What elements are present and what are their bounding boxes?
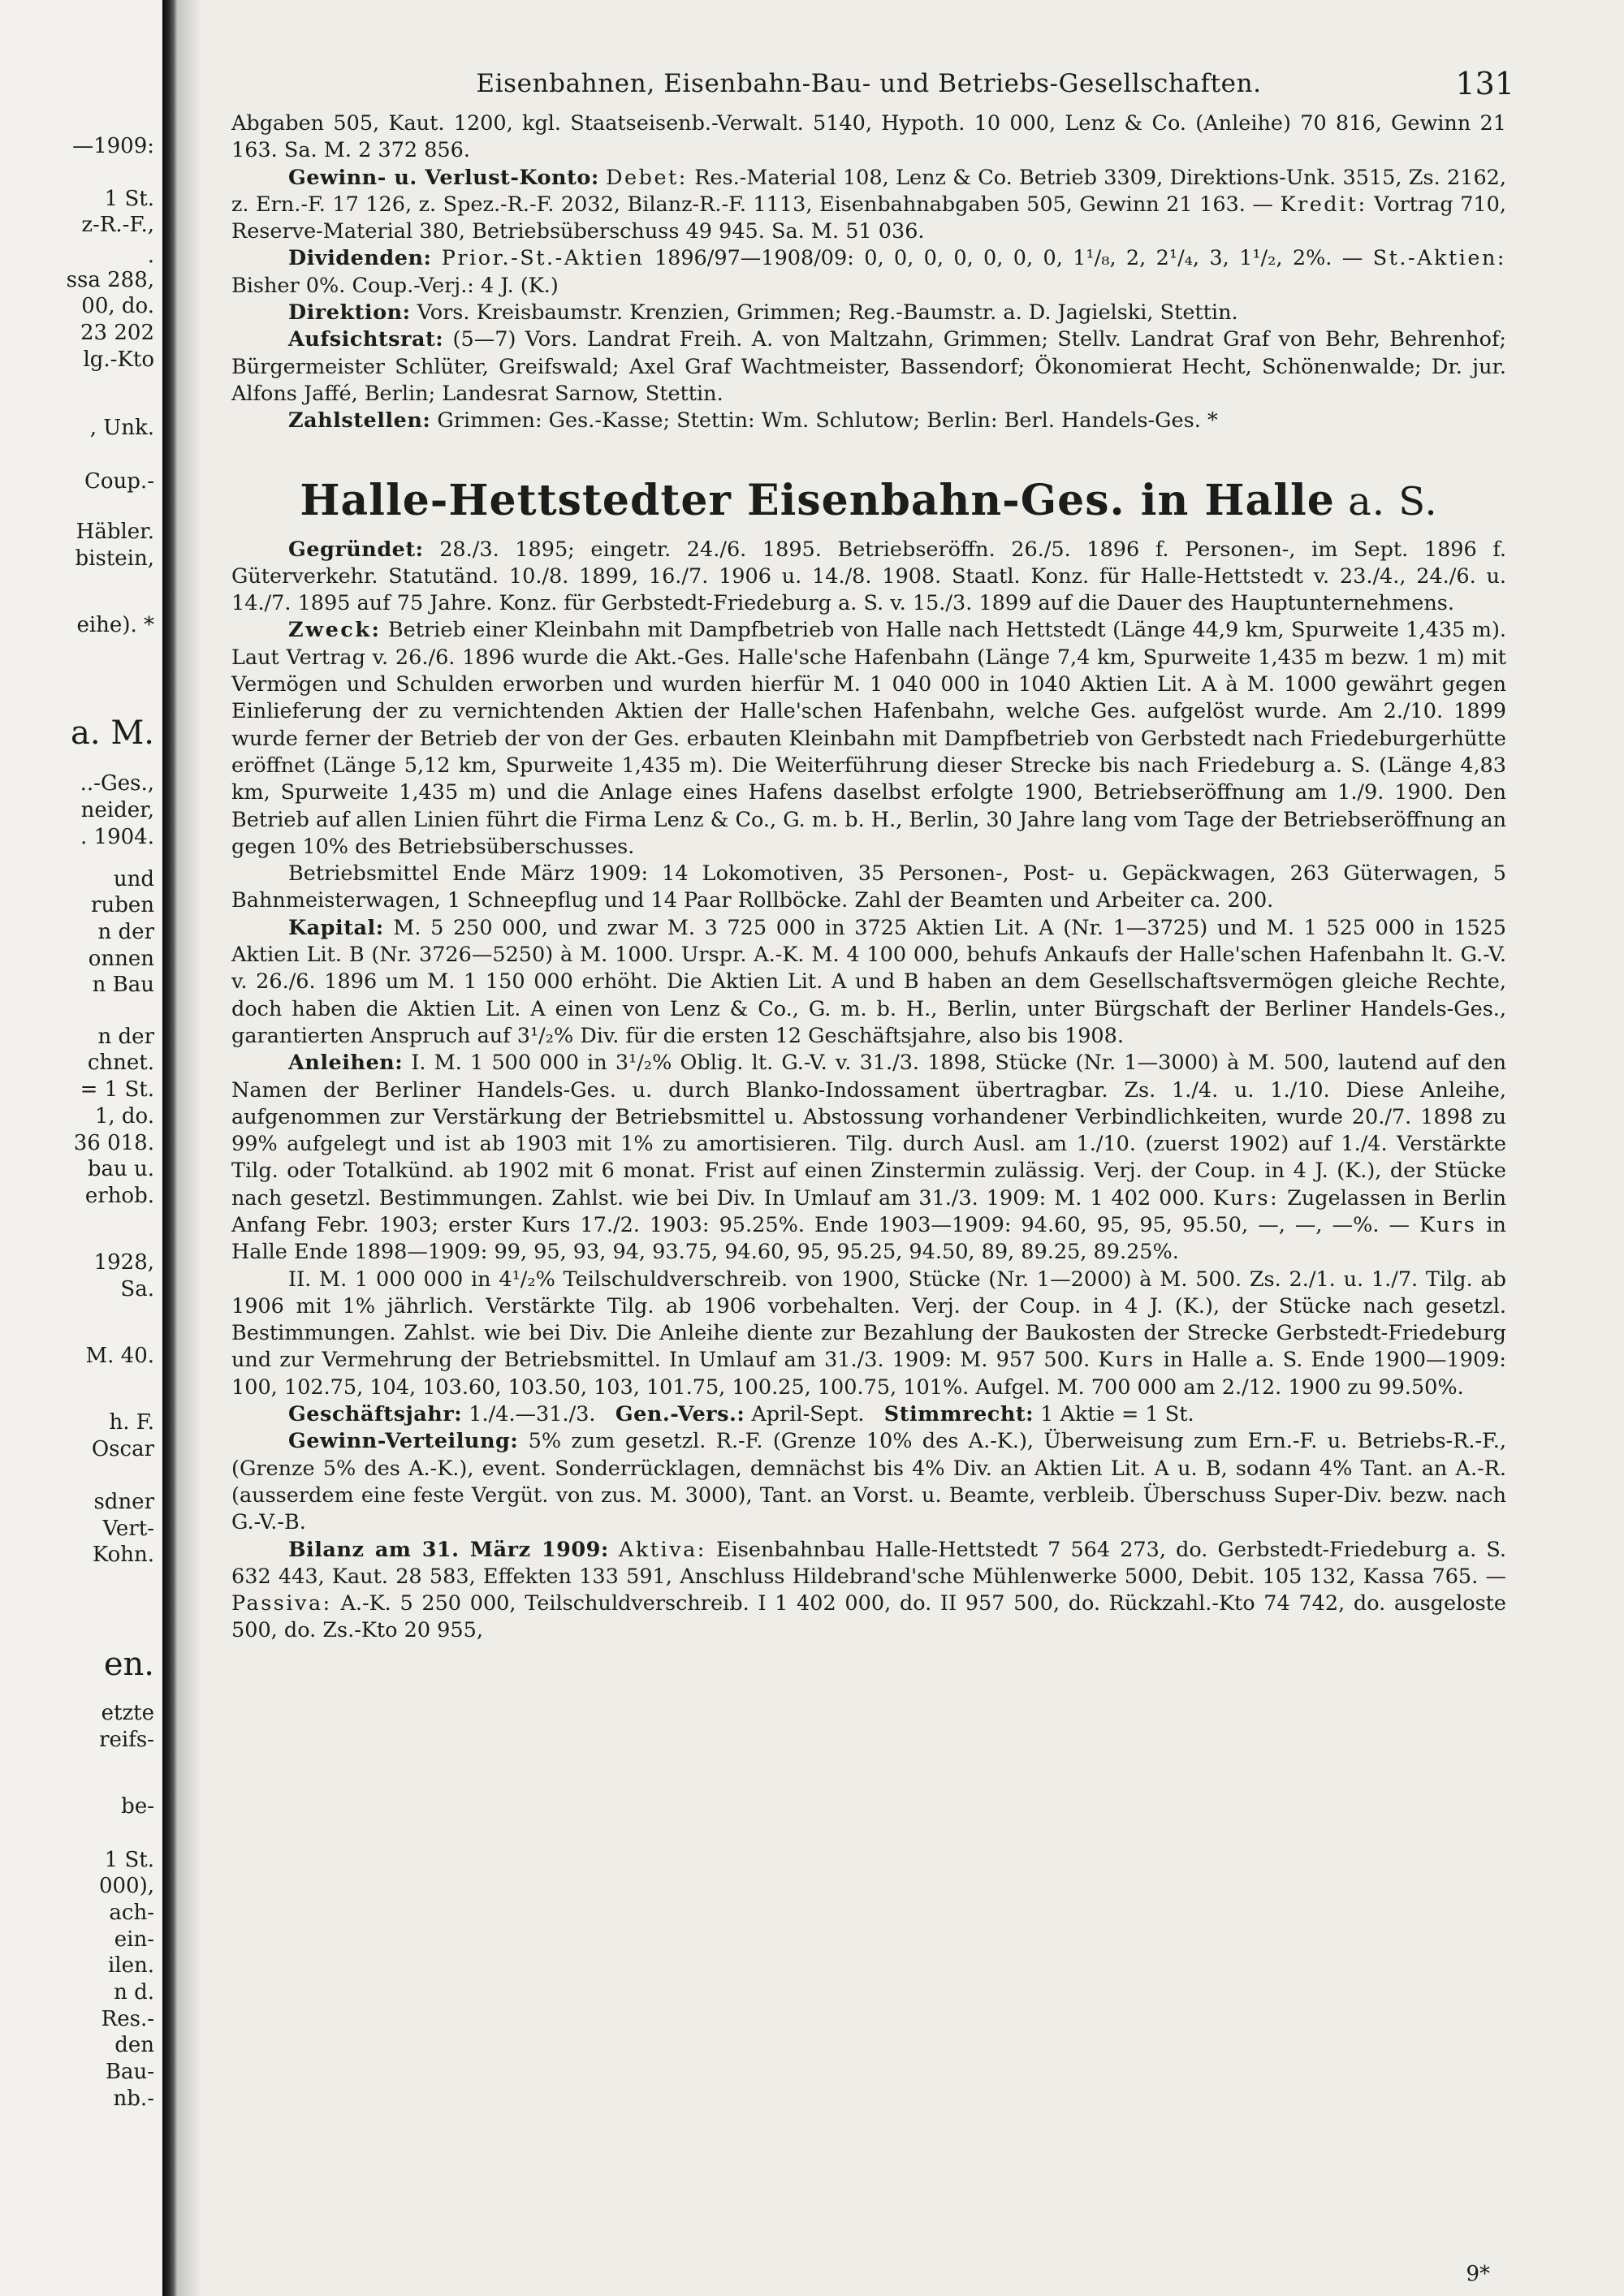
prev-page-line: = 1 St. [80, 1077, 154, 1102]
prev-page-line: 1, do. [94, 1104, 154, 1129]
section-kapital: Kapital: M. 5 250 000, und zwar M. 3 725 000 in 3725 Aktien Lit. A (Nr. 1—3725) und M. 1 525 000 in 1525 Aktien Lit. B (Nr. 3726—5250) à M. 1000. Urspr. A.-K. M. 4 100 000, behufs Ankaufs der Halle'schen Hafenbahn lt. G.-V. v. 26./6. 1896 um M. 1 150 000 erhöht. Die Aktien Lit. A und B haben an dem Gesellschaftsvermögen gleiche Rechte, doch haben die Aktien Lit. A einen von Lenz & Co., G. m. b. H., Berlin, unter Bürgschaft der Berliner Handels-Ges., garantierten Anspruch auf 3¹/₂% Div. für die ersten 12 Geschäftsjahre, also bis 1908. [231, 915, 1507, 1048]
prev-page-line: lg.-Kto [83, 347, 154, 372]
prev-page-line: nb.- [113, 2087, 154, 2111]
prev-page-line: sdner [93, 1490, 154, 1514]
page-number: 131 [1455, 66, 1514, 101]
prev-entry-abgaben: Abgaben 505, Kaut. 1200, kgl. Staatseisenb.-Verwalt. 5140, Hypoth. 10 000, Lenz & Co. (Anleihe) 70 816, Gewinn 21 163. Sa. M. 2 372 856. [231, 111, 1506, 163]
prev-page-line: . 1904. [80, 825, 154, 849]
signature-mark: 9* [1466, 2262, 1490, 2286]
prev-entry-dividenden: Dividenden: Prior.-St.-Aktien 1896/97—1908/09: 0, 0, 0, 0, 0, 0, 0, 1¹/₈, 2, 2¹/₄, 3, 1¹/₂, 2%. — St.-Aktien: Bisher 0%. Coup.-Verj.: 4 J. (K.) [231, 246, 1507, 298]
running-title: Eisenbahnen, Eisenbahn-Bau- und Betriebs-Gesellschaften. [476, 69, 1262, 98]
prev-page-line: n der [97, 1025, 154, 1049]
prev-page-line: etzte [101, 1701, 154, 1725]
prev-page-line: z-R.-F., [81, 213, 154, 237]
prev-page-line: 36 018. [73, 1131, 154, 1155]
prev-page-line: Häbler. [76, 520, 154, 544]
prev-page-line: , Unk. [89, 416, 154, 440]
prev-page-line: h. F. [109, 1410, 154, 1435]
prev-page-line: 000), [98, 1874, 154, 1898]
prev-page-line: ein- [114, 1927, 154, 1952]
section-geschaeftsjahr: Geschäftsjahr: 1./4.—31./3. Gen.-Vers.: April-Sept. Stimmrecht: 1 Aktie = 1 St. [288, 1402, 1194, 1427]
prev-entry-zahlstellen: Zahlstellen: Grimmen: Ges.-Kasse; Stettin: Wm. Schlutow; Berlin: Berl. Handels-Ges. * [288, 408, 1218, 434]
prev-page-line: . [147, 244, 154, 268]
prev-page-line: 1 St. [104, 1848, 154, 1872]
prev-entry-direktion: Direktion: Vors. Kreisbaumstr. Krenzien, Grimmen; Reg.-Baumstr. a. D. Jagielski, Stettin. [288, 300, 1238, 326]
section-gegruendet: Gegründet: 28./3. 1895; eingetr. 24./6. 1895. Betriebseröffn. 26./5. 1896 f. Personen-, im Sept. 1896 f. Güterverkehr. Statutänd. 10./8. 1899, 16./7. 1906 u. 14./8. 1908. Staatl. Konz. für Halle-Hettstedt v. 23./4., 24./6. u. 14./7. 1895 auf 75 Jahre. Konz. für Gerbstedt-Friedeburg a. S. v. 15./3. 1899 auf die Dauer des Hauptunternehmens. [231, 537, 1506, 616]
prev-page-line: ssa 288, [66, 268, 154, 292]
prev-page-line: neider, [80, 798, 154, 822]
prev-page-line: Vert- [102, 1517, 154, 1541]
gutter-shadow [177, 0, 201, 2296]
prev-page-line: —1909: [72, 134, 154, 158]
prev-page-line: chnet. [87, 1051, 154, 1075]
document-page [231, 0, 1514, 2296]
prev-page-line: ilen. [107, 1953, 154, 1978]
prev-page-line: be- [121, 1794, 154, 1819]
company-title: Halle-Hettstedter Eisenbahn-Ges. in Halle a. S. [300, 475, 1438, 525]
prev-page-line: bau u. [87, 1157, 154, 1181]
prev-page-line: ..-Ges., [80, 771, 154, 796]
prev-entry-aufsichtsrat: Aufsichtsrat: (5—7) Vors. Landrat Freih. A. von Maltzahn, Grimmen; Stellv. Landrat Graf von Behr, Behrenhof; Bürgermeister Schlüter, Greifswald; Axel Graf Wachtmeister, Bassendorf; Ökonomierat Hecht, Schönenwalde; Dr. jur. Alfons Jaffé, Berlin; Landesrat Sarnow, Stettin. [231, 327, 1506, 406]
section-anleihen-ii: II. M. 1 000 000 in 4¹/₂% Teilschuldverschreib. von 1900, Stücke (Nr. 1—2000) à M. 500. Zs. 2./1. u. 1./7. Tilg. ab 1906 mit 1% jährlich. Verstärkte Tilg. ab 1906 vorbehalten. Verj. der Coup. in 4 J. (K.), der Stücke nach gesetzl. Bestimmungen. Zahlst. wie bei Div. Die Anleihe diente zur Bezahlung der Baukosten der Strecke Gerbstedt-Friedeburg und zur Vermehrung der Betriebsmittel. In Umlauf am 31./3. 1909: M. 957 500. Kurs in Halle a. S. Ende 1900—1909: 100, 102.75, 104, 103.60, 103.50, 103, 101.75, 100.25, 100.75, 101%. Aufgel. M. 700 000 am 2./12. 1900 zu 99.50%. [231, 1267, 1506, 1400]
prev-page-line: onnen [88, 947, 154, 971]
prev-entry-gewinn-verlust: Gewinn- u. Verlust-Konto: Debet: Res.-Material 108, Lenz & Co. Betrieb 3309, Direktions-Unk. 3515, Zs. 2162, z. Ern.-F. 17 126, z. Spez.-R.-F. 2032, Bilanz-R.-F. 1113, Eisenbahnabgaben 505, Gewinn 21 163. — Kredit: Vortrag 710, Reserve-Material 380, Betriebsüberschuss 49 945. Sa. M. 51 036. [231, 165, 1507, 244]
prev-page-line: 1928, [93, 1250, 154, 1275]
prev-page-line: 23 202 [80, 321, 154, 345]
prev-page-line: eihe). * [76, 613, 154, 637]
prev-page-line: den [114, 2033, 154, 2057]
prev-page-line: ach- [109, 1901, 154, 1925]
prev-page-line: Kohn. [92, 1543, 154, 1567]
prev-page-line: 1 St. [104, 187, 154, 211]
prev-page-line: reifs- [99, 1728, 154, 1752]
prev-page-line: n Bau [92, 973, 154, 997]
prev-page-line: Oscar [91, 1437, 154, 1461]
prev-page-line: 00, do. [81, 294, 154, 318]
section-anleihen: Anleihen: I. M. 1 500 000 in 3¹/₂% Oblig. lt. G.-V. v. 31./3. 1898, Stücke (Nr. 1—3000) à M. 500, lautend auf den Namen der Berliner Handels-Ges. u. durch Blanko-Indossament übertragbar. Zs. 1./4. u. 1./10. Diese Anleihe, aufgenommen zur Verstärkung der Betriebsmittel u. Abstossung vorhandener Verbindlichkeiten, wurde 20./7. 1898 zu 99% aufgelegt und ist ab 1903 mit 1% zu amortisieren. Tilg. durch Ausl. am 1./10. (zuerst 1902) auf 1./4. Verstärkte Tilg. oder Totalkünd. ab 1902 mit 6 monat. Frist auf einen Zinstermin zulässig. Verj. der Coup. in 4 J. (K.), der Stücke nach gesetzl. Bestimmungen. Zahlst. wie bei Div. In Umlauf am 31./3. 1909: M. 1 402 000. Kurs: Zugelassen in Berlin Anfang Febr. 1903; erster Kurs 17./2. 1903: 95.25%. Ende 1903—1909: 94.60, 95, 95, 95.50, —, —, —%. — Kurs in Halle Ende 1898—1909: 99, 95, 93, 94, 93.75, 94.60, 95, 95.25, 94.50, 89, 89.25, 89.25%. [231, 1051, 1506, 1265]
prev-page-line: n der [97, 920, 154, 944]
prev-page-line: Sa. [120, 1277, 154, 1301]
prev-page-line: n d. [114, 1980, 154, 2005]
book-gutter [162, 0, 177, 2296]
previous-page-edge [0, 0, 162, 2296]
prev-page-line: und [113, 867, 154, 891]
section-zweck: Zweck: Betrieb einer Kleinbahn mit Dampfbetrieb von Halle nach Hettstedt (Länge 44,9 km, Spurweite 1,435 m). Laut Vertrag v. 26./6. 1896 wurde die Akt.-Ges. Halle'sche Hafenbahn (Länge 7,4 km, Spurweite 1,435 m bezw. 1 m) mit Vermögen und Schulden erworben und wurden hierfür M. 1 040 000 in 1040 Aktien Lit. A à M. 1000 gewährt gegen Einlieferung der zu vernichtenden Aktien der Halle'schen Hafenbahn, welche Ges. aufgelöst wurde. Am 2./10. 1899 wurde ferner der Betrieb der von der Ges. erbauten Kleinbahn mit Dampfbetrieb von Gerbstedt nach Friedeburgerhütte eröffnet (Länge 5,12 km, Spurweite 1,435 m). Die Weiterführung dieser Strecke bis nach Friedeburg a. S. (Länge 4,83 km, Spurweite 1,435 m) und die Anlage eines Hafens daselbst erfolgte 1900, Betriebseröffnung am 1./9. 1900. Den Betrieb auf allen Linien führt die Firma Lenz & Co., G. m. b. H., Berlin, 30 Jahre lang vom Tage der Betriebseröffnung an gegen 10% des Betriebsüberschusses. [231, 618, 1506, 859]
prev-page-line: a. M. [71, 714, 154, 752]
prev-page-line: M. 40. [85, 1344, 154, 1368]
prev-page-line: en. [103, 1646, 154, 1683]
body-text [231, 110, 1506, 1645]
prev-page-line: Res.- [101, 2007, 154, 2031]
prev-page-line: Bau- [105, 2060, 154, 2084]
prev-page-line: Coup.- [84, 469, 154, 494]
section-gewinn-verteilung: Gewinn-Verteilung: 5% zum gesetzl. R.-F. (Grenze 10% des A.-K.), Überweisung zum Ern.-F. u. Betriebs-R.-F., (Grenze 5% des A.-K.), event. Sonderrücklagen, demnächst bis 4% Div. an Aktien Lit. A u. B, sodann 4% Tant. an A.-R. (ausserdem eine feste Vergüt. von zus. M. 3000), Tant. an Vorst. u. Beamte, verbleib. Überschuss Super-Div. bezw. nach G.-V.-B. [231, 1429, 1507, 1535]
prev-page-line: ruben [91, 893, 154, 917]
running-header [231, 66, 1514, 110]
prev-page-line: erhob. [84, 1184, 154, 1208]
section-betriebsmittel: Betriebsmittel Ende März 1909: 14 Lokomotiven, 35 Personen-, Post- u. Gepäckwagen, 263 Güterwagen, 5 Bahnmeisterwagen, 1 Schneepflug und 14 Paar Rollböcke. Zahl der Beamten und Arbeiter ca. 200. [231, 861, 1506, 913]
section-bilanz: Bilanz am 31. März 1909: Aktiva: Eisenbahnbau Halle-Hettstedt 7 564 273, do. Gerbstedt-Friedeburg a. S. 632 443, Kaut. 28 583, Effekten 133 591, Anschluss Hildebrand'sche Mühlenwerke 5000, Debit. 105 132, Kassa 765. — Passiva: A.-K. 5 250 000, Teilschuldverschreib. I 1 402 000, do. II 957 500, do. Rückzahl.-Kto 74 742, do. ausgeloste 500, do. Zs.-Kto 20 955, [231, 1537, 1507, 1643]
prev-page-line: bistein, [75, 546, 154, 571]
